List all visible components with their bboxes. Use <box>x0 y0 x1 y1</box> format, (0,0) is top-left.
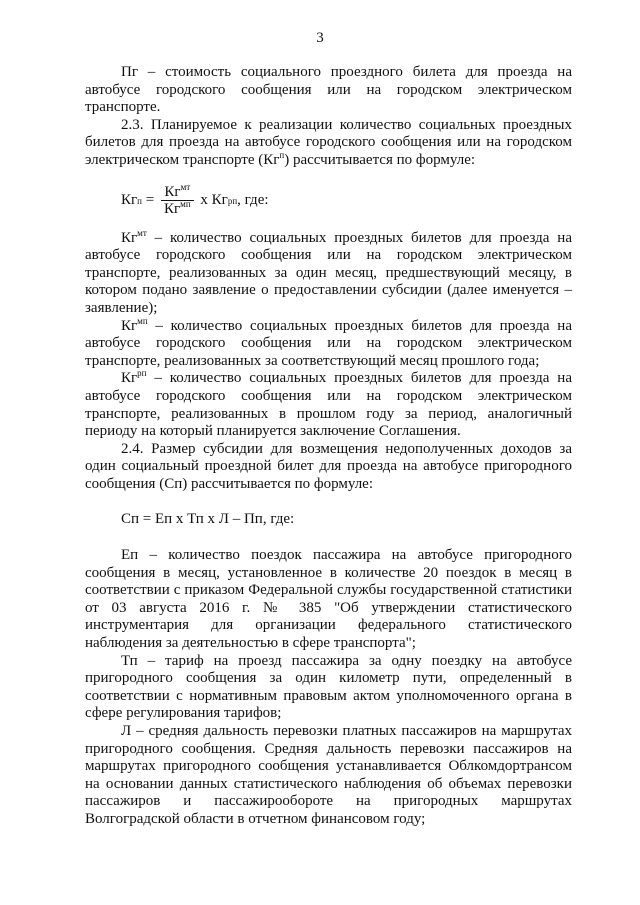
kg-mp-description: – количество социальных проездных билетов для проезда на автобусе городского сообщения или на городском электрическом транспорте, реализованных за соответствующий месяц прошлого года; <box>85 317 572 369</box>
kg-rp-description: – количество социальных проездных билетов для проезда на автобусе городского сообщения или на городском электрическом транспорте, реализованных в прошлом году за период, аналогичный периоду на который планируется заключение Соглашения. <box>85 370 572 440</box>
formula-lhs: Кг <box>121 191 138 208</box>
symbol-kg: Кг <box>121 229 138 246</box>
formula-sp: Сп = Еп х Тп х Л – Пп, где: <box>121 511 295 528</box>
formula-equals: = <box>142 191 158 208</box>
formula-tail: , где: <box>237 191 269 208</box>
paragraph-2-3-tail: ) рассчитывается по формуле: <box>284 151 476 168</box>
paragraph-2-4: 2.4. Размер субсидии для возмещения недополученных доходов за один социальный проездной билет для проезда на автобусе пригородного сообщения (Сп) рассчитывается по формуле: <box>85 440 572 492</box>
paragraph-tp-definition: Тп – тариф на проезд пассажира за одну поездку на автобусе пригородного сообщения за один километр пути, определенный в соответствии с нормативным правовым актом уполномоченного органа в сфере регулирования тарифов; <box>85 652 572 722</box>
paragraph-kg-rp <box>85 370 572 440</box>
formula-fraction <box>161 184 194 217</box>
paragraph-pg-definition: Пг – стоимость социального проездного билета для проезда на автобусе городского сообщения или на городском электрическом транспорте. <box>85 64 572 116</box>
paragraph-kg-mp <box>85 315 572 371</box>
paragraph-2-3 <box>85 117 572 170</box>
paragraph-2-3-text: 2.3. Планируемое к реализации количество социальных проездных билетов для проезда на автобусе городского сообщения или на городском электрическом транспорте (Кг <box>85 116 572 168</box>
superscript: п <box>279 149 285 160</box>
formula-rest: х Кг <box>196 191 228 208</box>
symbol-sup-mt: мт <box>137 227 147 238</box>
formula-kg: Кг п = $\frac{Кг^{мт}}{Кг^{мп}}$ х Кг рп , где: <box>121 182 269 218</box>
numerator-sup: мт <box>180 182 191 193</box>
symbol-kg: Кг <box>121 317 138 334</box>
paragraph-ep-definition: Еп – количество поездок пассажира на автобусе пригородного сообщения в месяц, установленное в количестве 20 поездок в месяц в соответствии с приказом Федеральной службы государственной статистики от 03 августа 2016 г. № 385 "Об утверждении статистического инструментария для организации федерального статистического наблюдения за деятельностью в сфере транспорта"; <box>85 547 572 652</box>
symbol-sup-mp: мп <box>137 315 148 326</box>
symbol-sup-rp: рп <box>137 368 147 379</box>
denominator-text: Кг <box>163 201 181 218</box>
document-body <box>85 64 572 829</box>
denominator-sup: мп <box>180 199 191 210</box>
page-number: 3 <box>316 30 324 46</box>
symbol-kg: Кг <box>121 370 138 387</box>
kg-mt-description: – количество социальных проездных билетов для проезда на автобусе городского сообщения или на городском электрическом транспорте, реализованных за один месяц, предшествующий месяцу, в котором подано заявление о предоставлении субсидии (далее именуется – заявление); <box>85 229 572 316</box>
paragraph-kg-mt <box>85 227 572 318</box>
fraction-denominator <box>161 201 194 217</box>
paragraph-l-definition: Л – средняя дальность перевозки платных пассажиров на маршрутах пригородного сообщения. Средняя дальность перевозки пассажиров на маршрутах пригородного сообщения устанавливается Облкомдортрансом на основании данных статистического наблюдения об объемах перевозки пассажиров и пассажирообороте на пригородных маршрутах Волгоградской области в отчетном финансовом году; <box>85 723 572 827</box>
numerator-text: Кг <box>164 184 181 201</box>
